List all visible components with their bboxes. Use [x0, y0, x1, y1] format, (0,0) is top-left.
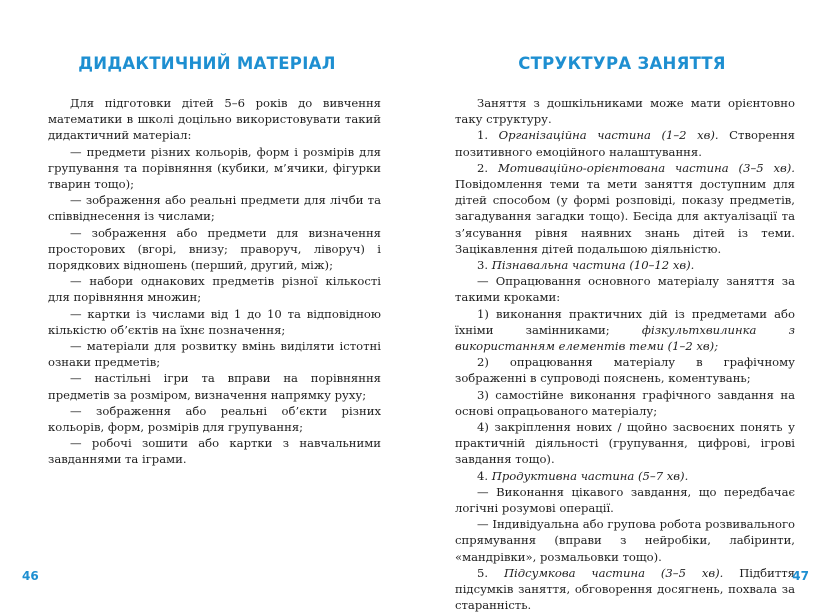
list-item: — зображення або реальні об’єкти різних кольорів, форм, розмірів для групування; [48, 403, 381, 435]
section-label: Підсумкова частина (3–5 хв). [503, 565, 724, 580]
section-label: Мотиваційно-орієнтована частина (3–5 хв). [497, 160, 795, 175]
section-label: Пізнавальна частина (10–12 хв). [491, 258, 695, 273]
list-item: — Опрацювання основного матеріалу заняття за такими кроками: [455, 274, 795, 305]
section-text: Створення позитивного емоційного налаштування. [455, 128, 795, 159]
page-number: 46 [22, 569, 39, 583]
list-item: — набори однакових предметів різної кількості для порівняння множин; [48, 274, 381, 305]
right-page-heading: СТРУКТУРА ЗАНЯТТЯ [518, 54, 726, 73]
step-label: фізкультхвилинка з використанням елементів теми (1–2 хв); [455, 322, 795, 354]
section-number: 3. [477, 258, 489, 273]
list-item: — зображення або реальні предмети для лічби та співвіднесення із числами; [48, 193, 381, 224]
list-item: — предмети різних кольорів, форм і розмірів для групування та порівняння (кубики, м’ячики, фігурки тварин тощо); [48, 144, 381, 192]
list-item [455, 306, 795, 355]
right-page-body [455, 95, 795, 614]
section-text: Повідомлення теми та мети заняття доступним для дітей способом (у формі розповіді, показу предметів, загадування загадки тощо). Бесіда для актуалізації та з’ясування рівня наявних знань дітей із теми. Зацікавлення дітей подальшою діяльністю. [455, 177, 795, 256]
list-item: — настільні ігри та вправи на порівняння предметів за розміром, визначення напрямку руху; [48, 371, 381, 402]
list-item: — робочі зошити або картки з навчальними завданнями та іграми. [48, 436, 381, 467]
section-number: 1. [477, 128, 489, 143]
list-item: 3) самостійне виконання графічного завдання на основі опрацьованого матеріалу; [455, 387, 795, 418]
left-page [0, 0, 414, 600]
paragraph: Для підготовки дітей 5–6 років до вивчення математики в школі доцільно використовувати такий дидактичний матеріал: [48, 96, 381, 143]
left-page-heading: ДИДАКТИЧНИЙ МАТЕРІАЛ [78, 54, 336, 73]
step-text: 1) виконання практичних дій із предметами або їхніми замінниками; [455, 306, 795, 337]
section-label: Організаційна частина (1–2 хв). [498, 128, 719, 143]
list-item: — зображення або предмети для визначення просторових (вгорі, внизу; праворуч, ліворуч) і порядкових відношень (перший, другий, між); [48, 225, 381, 273]
list-item: 2) опрацювання матеріалу в графічному зображенні в супроводі пояснень, коментувань; [455, 355, 795, 386]
page-number: 47 [792, 569, 809, 583]
left-page-body [48, 95, 381, 468]
section-number: 2. [477, 160, 489, 175]
section-summary [455, 565, 795, 614]
section-productive [455, 468, 795, 484]
section-text: Підбиття підсумків заняття, обговорення досягнень, похвала за старанність. [455, 565, 795, 613]
right-page [415, 0, 829, 613]
section-number: 5. [477, 565, 489, 580]
section-number: 4. [477, 468, 489, 483]
list-item: — Виконання цікавого завдання, що передбачає логічні розумові операції. [455, 484, 795, 516]
paragraph: Заняття з дошкільниками може мати орієнтовно таку структуру. [455, 96, 795, 127]
list-item: — картки із числами від 1 до 10 та відповідною кількістю об’єктів на їхнє позначення; [48, 306, 381, 337]
list-item: — матеріали для розвитку вмінь виділяти істотні ознаки предметів; [48, 339, 381, 370]
section-motivational [455, 160, 795, 257]
section-label: Продуктивна частина (5–7 хв). [491, 468, 689, 483]
list-item: 4) закріплення нових / щойно засвоєних понять у практичній діяльності (групування, цифрові, ігрові завдання тощо). [455, 420, 795, 467]
section-cognitive [455, 257, 795, 273]
section-organizational [455, 127, 795, 159]
list-item: — Індивідуальна або групова робота розвивального спрямування (вправи з нейробіки, лабіринти, «мандрівки», розмальовки тощо). [455, 517, 795, 564]
